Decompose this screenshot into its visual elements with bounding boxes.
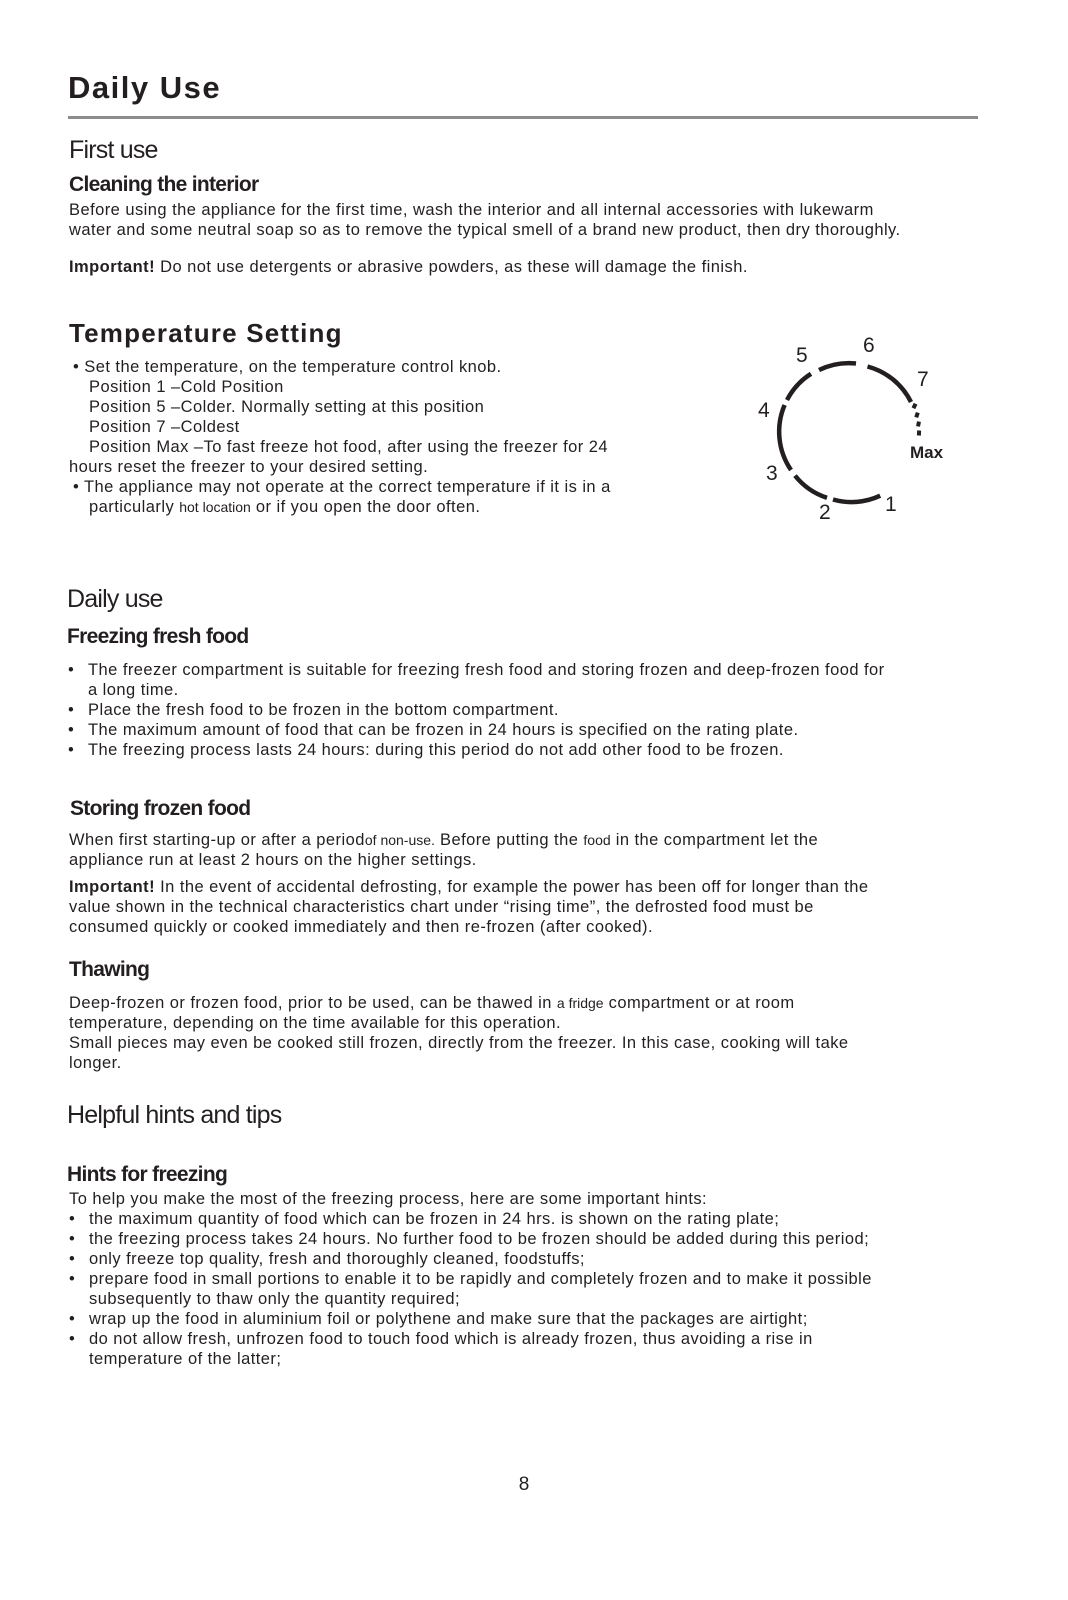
thawing-subheading: Thawing xyxy=(69,958,150,981)
text-line: Position 7 –Coldest xyxy=(89,418,240,436)
list-item: • prepare food in small portions to enable it to be rapidly and completely frozen and to make it possible xyxy=(69,1270,872,1288)
important-label: Important! xyxy=(69,878,156,896)
list-item: • The freezer compartment is suitable for freezing fresh food and storing frozen and deep-frozen food for xyxy=(68,661,885,679)
hints-intro: To help you make the most of the freezing process, here are some important hints: xyxy=(69,1190,708,1208)
text-fragment: in the compartment let the xyxy=(615,831,819,849)
dial-dash xyxy=(914,412,919,418)
text-fragment: When first starting-up or after a period xyxy=(69,831,365,849)
storing-important xyxy=(69,877,869,937)
dial-arc-5-4 xyxy=(787,374,811,400)
dial-arc-4-3 xyxy=(779,405,791,470)
list-item: • wrap up the food in aluminium foil or polythene and make sure that the packages are airtight; xyxy=(69,1310,808,1328)
storing-frozen-food-subheading: Storing frozen food xyxy=(70,797,251,820)
list-item: • The maximum amount of food that can be frozen in 24 hours is specified on the rating plate. xyxy=(68,721,799,739)
knob-label-5: 5 xyxy=(796,344,808,367)
dial-arc-cold xyxy=(833,496,880,502)
list-item: subsequently to thaw only the quantity required; xyxy=(89,1290,461,1308)
temperature-setting-heading: Temperature Setting xyxy=(69,318,343,348)
page-title: Daily Use xyxy=(68,70,222,105)
knob-label-7: 7 xyxy=(917,368,929,391)
dial-arc-7-6 xyxy=(868,367,912,403)
text-line xyxy=(69,993,849,1013)
knob-label-3: 3 xyxy=(766,462,778,485)
knob-label-4: 4 xyxy=(758,399,770,422)
daily-use-heading: Daily use xyxy=(67,585,163,613)
cleaning-interior-subheading: Cleaning the interior xyxy=(69,173,259,196)
freezing-fresh-food-subheading: Freezing fresh food xyxy=(67,625,249,648)
list-item: temperature of the latter; xyxy=(89,1350,282,1368)
text-line xyxy=(69,877,869,897)
dial-dash xyxy=(917,430,921,435)
hints-list xyxy=(69,1209,872,1369)
storing-paragraph xyxy=(69,830,818,870)
helpful-hints-heading: Helpful hints and tips xyxy=(67,1101,282,1129)
text-line: hours reset the freezer to your desired setting. xyxy=(69,458,429,476)
thawing-paragraph xyxy=(69,993,849,1073)
text-line: value shown in the technical characteristics chart under “rising time”, the defrosted food must be xyxy=(69,898,814,916)
text-line: water and some neutral soap so as to remove the typical smell of a brand new product, then dry thoroughly. xyxy=(69,221,901,239)
important-label: Important! xyxy=(69,258,156,276)
text-line: Position 1 –Cold Position xyxy=(89,378,284,396)
temperature-knob-diagram xyxy=(740,325,970,535)
text-fragment: Deep-frozen or frozen food, prior to be used, can be thawed in xyxy=(69,994,552,1012)
list-item: a long time. xyxy=(88,681,179,699)
temperature-paragraph xyxy=(69,357,611,517)
text-fragment: of non-use. xyxy=(364,832,435,848)
important-text: Do not use detergents or abrasive powders, as these will damage the finish. xyxy=(160,258,748,276)
cleaning-paragraph xyxy=(69,200,901,240)
text-line xyxy=(69,830,818,850)
text-line: appliance run at least 2 hours on the higher settings. xyxy=(69,851,477,869)
text-line: temperature, depending on the time available for this operation. xyxy=(69,1014,562,1032)
text-fragment: Before putting the xyxy=(439,831,579,849)
text-line: Position Max –To fast freeze hot food, after using the freezer for 24 xyxy=(89,438,608,456)
knob-label-2: 2 xyxy=(819,501,831,524)
text-line: Position 5 –Colder. Normally setting at this position xyxy=(89,398,485,416)
knob-label-max: Max xyxy=(910,443,944,462)
list-item: • Place the fresh food to be frozen in the bottom compartment. xyxy=(68,701,559,719)
knob-label-6: 6 xyxy=(863,334,875,357)
text-fragment: In the event of accidental defrosting, for example the power has been off for longer than the xyxy=(160,878,869,896)
text-fragment: food xyxy=(583,832,611,848)
dial-dash xyxy=(912,403,918,409)
text-line: • Set the temperature, on the temperature control knob. xyxy=(73,358,502,376)
dial-max-dashes xyxy=(912,403,921,436)
text-fragment: hot location xyxy=(179,499,251,515)
text-line: • The appliance may not operate at the correct temperature if it is in a xyxy=(73,478,611,496)
first-use-heading: First use xyxy=(69,136,158,164)
text-fragment: particularly xyxy=(89,498,175,516)
first-use-important xyxy=(69,257,748,277)
list-item: • The freezing process lasts 24 hours: during this period do not add other food to be frozen. xyxy=(68,741,784,759)
text-fragment: a fridge xyxy=(556,995,604,1011)
text-line xyxy=(69,497,611,517)
list-item: • the maximum quantity of food which can be frozen in 24 hrs. is shown on the rating plate; xyxy=(69,1210,780,1228)
list-item: • do not allow fresh, unfrozen food to touch food which is already frozen, thus avoiding a rise in xyxy=(69,1330,813,1348)
knob-label-1: 1 xyxy=(885,493,897,516)
dial-dash xyxy=(916,421,921,427)
text-fragment: compartment or at room xyxy=(608,994,795,1012)
hints-for-freezing-subheading: Hints for freezing xyxy=(67,1163,228,1186)
dial-arc-3-2 xyxy=(795,476,827,498)
list-item: • the freezing process takes 24 hours. No further food to be frozen should be added during this period; xyxy=(69,1230,870,1248)
text-fragment: or if you open the door often. xyxy=(255,498,481,516)
text-line: consumed quickly or cooked immediately and then re-frozen (after cooked). xyxy=(69,918,654,936)
text-line: Small pieces may even be cooked still frozen, directly from the freezer. In this case, cooking will take xyxy=(69,1034,849,1052)
text-line: Before using the appliance for the first time, wash the interior and all internal accessories with lukewarm xyxy=(69,201,874,219)
list-item: • only freeze top quality, fresh and thoroughly cleaned, foodstuffs; xyxy=(69,1250,585,1268)
page-number: 8 xyxy=(518,1474,530,1495)
text-line: longer. xyxy=(69,1054,122,1072)
freezing-fresh-food-list xyxy=(68,660,885,760)
title-divider xyxy=(68,116,978,119)
dial-arc-6-5 xyxy=(819,363,856,370)
